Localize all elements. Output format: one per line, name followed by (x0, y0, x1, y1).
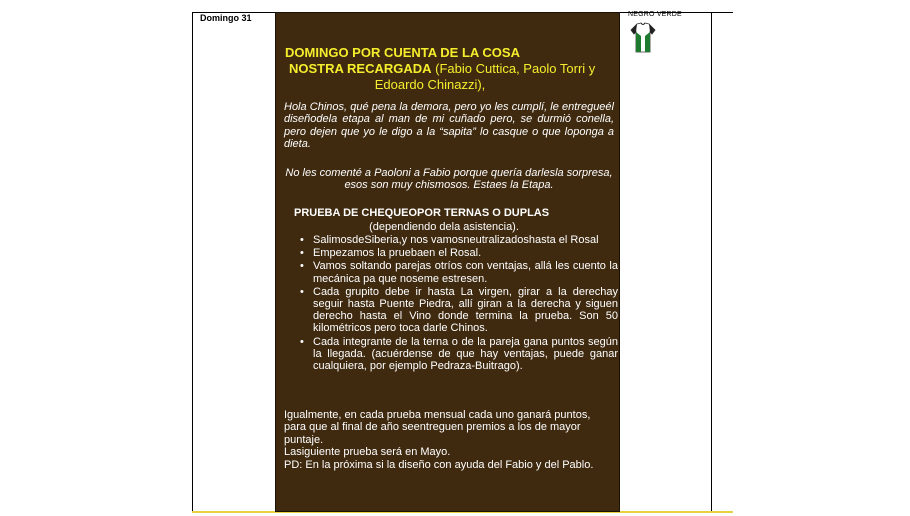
list-item (300, 286, 618, 335)
intro-paragraph: Hola Chinos, qué pena la demora, pero yo les cumplí, le entregueél diseñodela etapa al man de mi cuñado pero, se durmió conella, pero dejen que yo le digo a la “sapita” lo casque o que loponga a dieta. (284, 101, 614, 151)
bullet-list (300, 234, 618, 373)
bullet-icon: • (300, 335, 304, 348)
list-item-text: Vamos soltando parejas otríos con ventajas, allá les cuento la mecánica pa que noseme estresen. (313, 260, 618, 285)
title-line-1: DOMINGO POR CUENTA DE LA COSA (285, 45, 520, 60)
section-note: (dependiendo dela asistencia). (369, 221, 519, 233)
list-item (300, 247, 618, 259)
list-item (300, 234, 618, 246)
jersey-icon (630, 22, 656, 54)
closing-paragraph-3: PD: En la próxima si la diseño con ayuda del Fabio y del Pablo. (284, 458, 594, 471)
bullet-icon: • (300, 285, 304, 298)
closing-text (284, 409, 614, 471)
right-column-rule (711, 12, 712, 512)
section-title: PRUEBA DE CHEQUEOPOR TERNAS O DUPLAS (294, 207, 550, 219)
list-item-text: Cada integrante de la terna o de la pareja gana puntos según la llegada. (acuérdense de que hay ventajas, puede ganar cualquiera, por ejemplo Pedraza-Buitrago). (313, 335, 618, 373)
stage-panel (275, 12, 620, 512)
title-line-2-rest: (Fabio Cuttica, Paolo Torri y (431, 61, 596, 76)
list-item-text: SalimosdeSiberia,y nos vamosneutralizadoshasta el Rosal (313, 234, 599, 246)
list-item (300, 260, 618, 284)
intro-paragraph-2: No les comenté a Paoloni a Fabio porque quería darlesla sorpresa, esos son muy chismosos. Estaes la Etapa. (285, 167, 613, 192)
bullet-icon: • (300, 260, 304, 273)
bullet-icon: • (300, 234, 304, 246)
title-line-2-bold: NOSTRA RECARGADA (289, 61, 432, 76)
title-line-3: Edoardo Chinazzi), (374, 77, 486, 92)
closing-paragraph-1: Igualmente, en cada prueba mensual cada uno ganará puntos, para que al final de año seentreguen premios a los de mayor puntaje. (284, 409, 591, 446)
stage-title (285, 45, 615, 93)
bullet-icon: • (300, 247, 304, 260)
list-item-text: Empezamos la pruebaen el Rosal. (313, 247, 482, 260)
list-item-text: Cada grupito debe ir hasta La virgen, girar a la derechay seguir hasta Puente Piedra, allí giran a la derecha y siguen derecho hasta el Vino donde termina la prueba. Son 50 kilométricos pero toca darle Chinos. (313, 285, 618, 335)
jersey-label: NEGRO VERDE (628, 11, 682, 18)
closing-paragraph-2: Lasiguiente prueba será en Mayo. (284, 446, 451, 459)
list-item (300, 336, 618, 373)
day-label: Domingo 31 (200, 13, 252, 23)
